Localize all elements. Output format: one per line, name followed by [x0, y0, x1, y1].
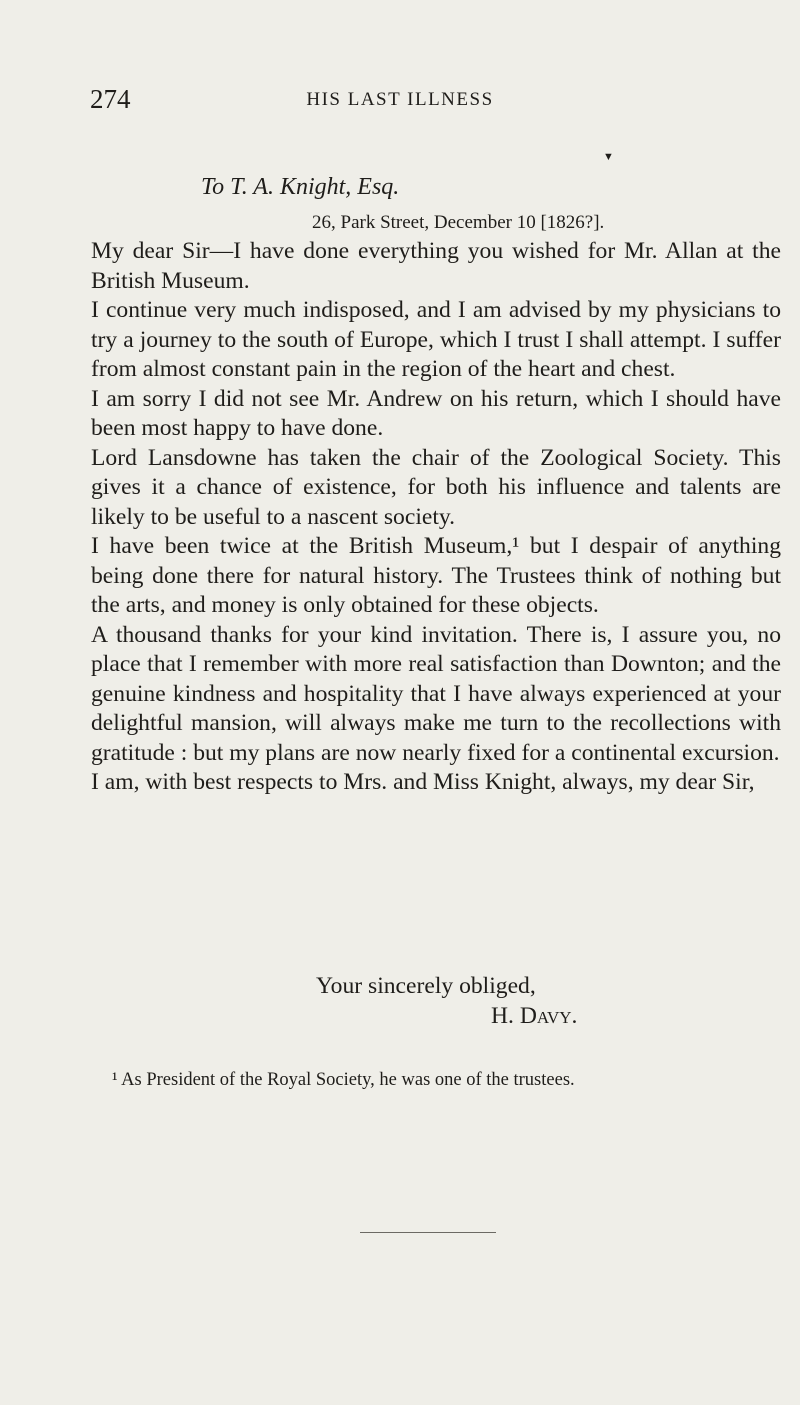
running-head: HIS LAST ILLNESS [306, 89, 494, 110]
paragraph: My dear Sir—I have done everything you wished for Mr. Allan at the British Museum. [91, 238, 781, 294]
paragraph: I have been twice at the British Museum,¹ but I despair of anything being done there for natural history. The Trustees think of nothing but the arts, and money is only obtained for these objects. [91, 533, 781, 618]
signature: H. Davy. [491, 1002, 578, 1029]
footnote: ¹ As President of the Royal Society, he was one of the trustees. [112, 1070, 575, 1090]
letter-heading [91, 173, 781, 237]
page-header [0, 84, 800, 124]
closing-block [91, 972, 781, 1031]
closing-line: Your sincerely obliged, [316, 973, 536, 999]
paragraph: I am, with best respects to Mrs. and Miss Knight, always, my dear Sir, [91, 769, 755, 795]
bottom-rule [360, 1232, 496, 1233]
paragraph: Lord Lansdowne has taken the chair of the Zoological Society. This gives it a chance of existence, for both his influence and talents are likely to be useful to a nascent society. [91, 444, 781, 530]
letter-body [91, 237, 781, 798]
print-mark: ▼ [603, 151, 614, 163]
addressee: To T. A. Knight, Esq. [201, 174, 400, 200]
page-number: 274 [90, 84, 131, 114]
dateline: 26, Park Street, December 10 [1826?]. [312, 211, 605, 233]
paragraph: I am sorry I did not see Mr. Andrew on his return, which I should have been most happy to have done. [91, 385, 781, 441]
paragraph: A thousand thanks for your kind invitation. There is, I assure you, no place that I remember with more real satisfaction than Downton; and the genuine kindness and hospitality that I have always experienced at your delightful mansion, will always make me turn to the recollections with gratitude : but my plans are now nearly fixed for a continental excursion. [91, 621, 781, 766]
paragraph: I continue very much indisposed, and I am advised by my physicians to try a journey to the south of Europe, which I trust I shall attempt. I suffer from almost constant pain in the region of the heart and chest. [91, 297, 781, 382]
